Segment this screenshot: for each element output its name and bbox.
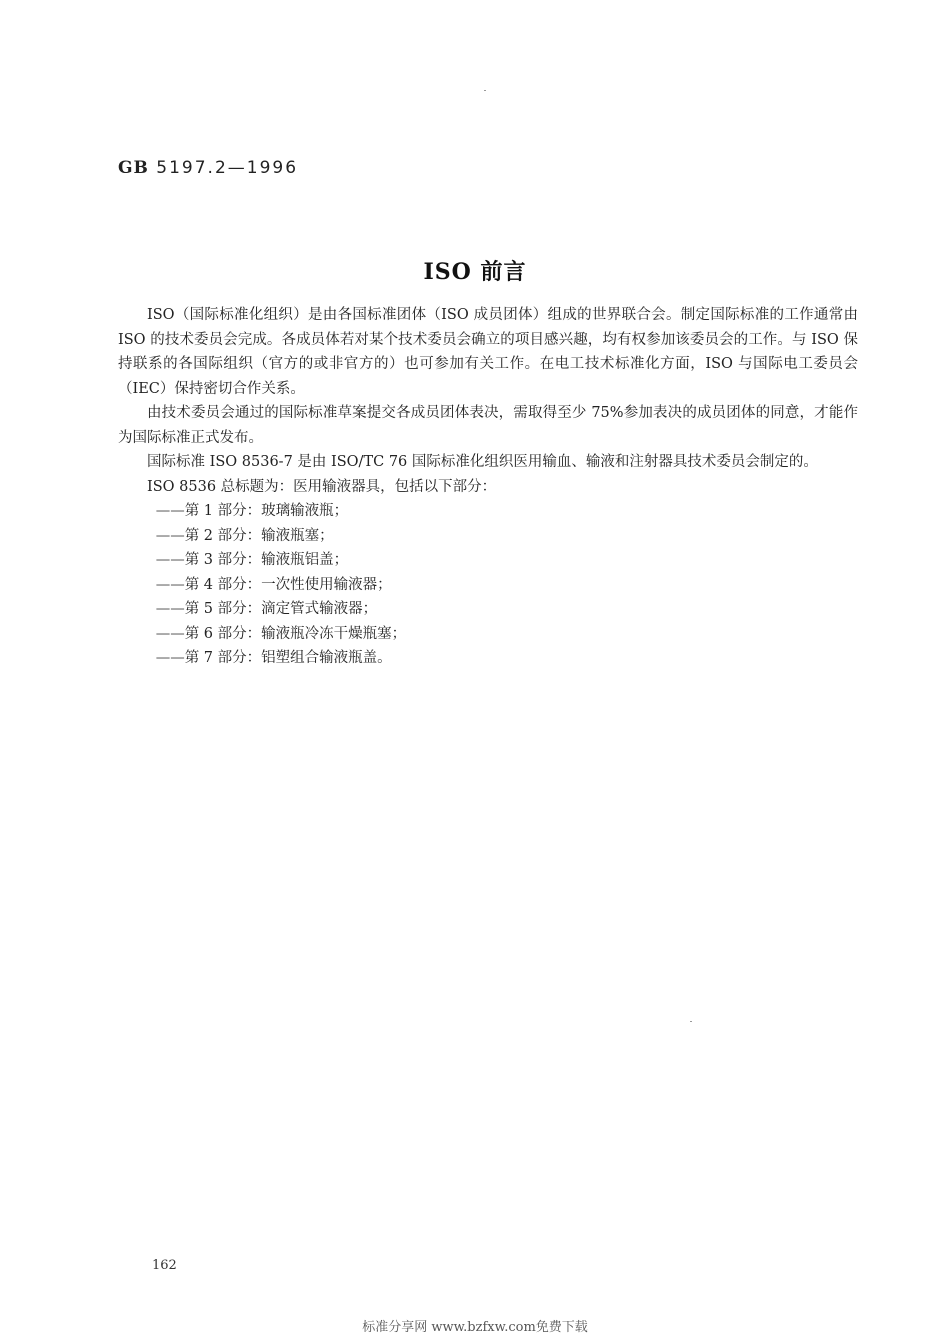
list-item — [118, 573, 858, 598]
list-dash: —— — [155, 650, 185, 666]
paragraph-voting: 由技术委员会通过的国际标准草案提交各成员团体表决，需取得至少 75%参加表决的成员团体的同意，才能作为国际标准正式发布。 — [118, 405, 858, 446]
paragraph-iso-intro: ISO（国际标准化组织）是由各国标准团体（ISO 成员团体）组成的世界联合会。制定国际标准的工作通常由 ISO 的技术委员会完成。各成员体若对某个技术委员会确立的项目感兴趣，均有权参加该委员会的工作。与 ISO 保持联系的各国际组织（官方的或非官方的）也可参加有关工作。在电工技术标准化方面，ISO 与国际电工委员会（IEC）保持密切合作关系。 — [118, 307, 858, 397]
list-item-text: 第 7 部分：铝塑组合输液瓶盖。 — [184, 650, 392, 666]
list-dash: —— — [155, 552, 185, 568]
scan-speck — [690, 1021, 692, 1022]
list-dash: —— — [155, 503, 185, 519]
list-dash: —— — [155, 601, 185, 617]
list-dash: —— — [155, 625, 185, 642]
list-item-text: 第 1 部分：玻璃输液瓶； — [184, 503, 349, 519]
standard-number: 5197.2—1996 — [156, 158, 299, 178]
list-item — [118, 622, 858, 647]
paragraph-general-title: ISO 8536 总标题为：医用输液器具，包括以下部分： — [147, 478, 497, 495]
list-item-text: 第 5 部分：滴定管式输液器； — [184, 601, 378, 617]
list-item — [118, 524, 858, 549]
list-dash: —— — [155, 527, 185, 544]
list-item — [118, 597, 858, 622]
list-item-text: 第 4 部分：一次性使用输液器； — [184, 576, 392, 593]
list-item — [118, 499, 858, 524]
standard-prefix: GB — [118, 158, 149, 178]
list-item — [118, 646, 858, 671]
page-number: 162 — [152, 1258, 177, 1273]
foreword-body — [118, 303, 858, 671]
list-dash: —— — [155, 576, 185, 593]
parts-list — [118, 499, 858, 671]
list-item — [118, 548, 858, 573]
paragraph-committee: 国际标准 ISO 8536-7 是由 ISO/TC 76 国际标准化组织医用输血、输液和注射器具技术委员会制定的。 — [147, 454, 818, 470]
scan-speck — [484, 90, 486, 91]
list-item-text: 第 6 部分：输液瓶冷冻干燥瓶塞； — [184, 625, 407, 642]
document-code — [118, 158, 298, 178]
footer-watermark: 标准分享网 www.bzfxw.com免费下载 — [362, 1320, 588, 1335]
list-item-text: 第 3 部分：输液瓶铝盖； — [184, 552, 349, 568]
list-item-text: 第 2 部分：输液瓶塞； — [184, 527, 334, 544]
page-title: ISO 前言 — [423, 259, 527, 285]
